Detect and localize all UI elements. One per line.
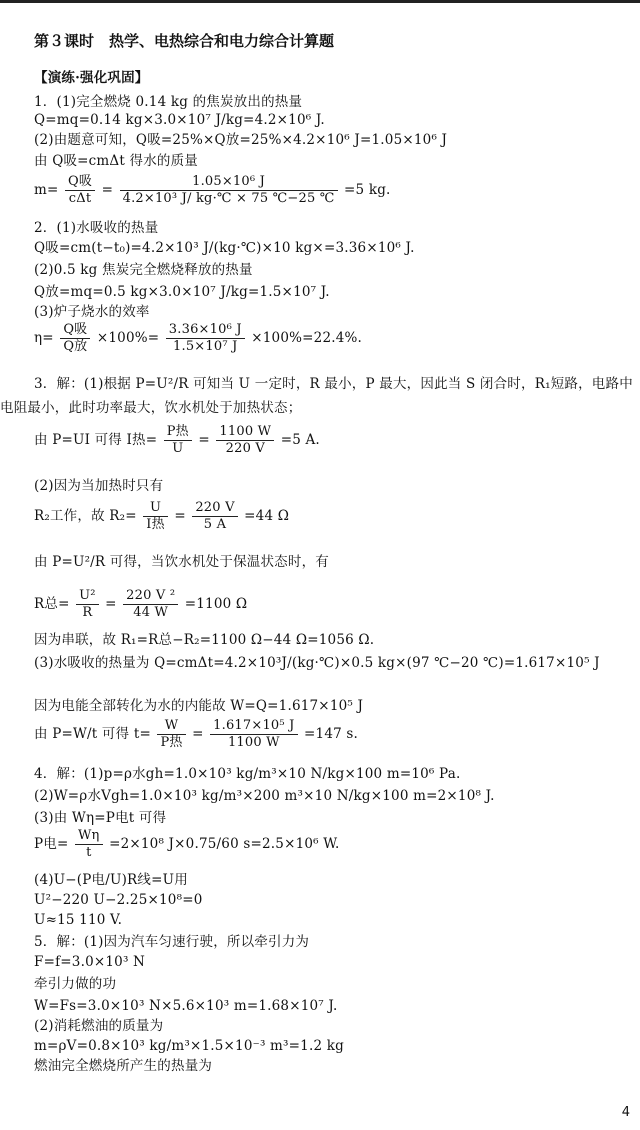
line-30: F=f=3.0×10³ N: [34, 954, 146, 970]
fraction: [210, 718, 297, 751]
denominator: 1.5×10⁷ J: [173, 339, 238, 354]
line-6: 2．(1)水吸收的热量: [34, 220, 159, 236]
line-35: 燃油完全燃烧所产生的热量为: [34, 1058, 213, 1074]
fraction: [166, 322, 245, 355]
line-19: (3)水吸收的热量为 Q=cmΔt=4.2×10³J/(kg·℃)×0.5 kg×(97 ℃−20 ℃)=1.617×10⁵ J: [34, 655, 600, 671]
page-number: 4: [621, 1105, 630, 1120]
line-28: U≈15 110 V.: [34, 912, 123, 928]
fraction: [123, 588, 178, 621]
equation-rtotal: [34, 588, 632, 621]
denominator: I热: [146, 517, 165, 532]
numerator: 220 V: [192, 500, 237, 517]
fraction: [76, 588, 99, 621]
denominator: 44 W: [133, 605, 169, 620]
equation-efficiency: [34, 322, 632, 355]
fraction: [164, 424, 192, 457]
section-heading: 【演练·强化巩固】: [34, 70, 149, 86]
denominator: U: [172, 441, 184, 456]
denominator: cΔt: [68, 191, 92, 206]
line-8: (2)0.5 kg 焦炭完全燃烧释放的热量: [34, 262, 253, 278]
eq-mass-lhs: m=: [34, 182, 59, 198]
denominator: 1100 W: [227, 735, 280, 750]
denominator: P热: [160, 735, 183, 750]
numerator: 3.36×10⁶ J: [166, 322, 245, 339]
numerator: U: [143, 500, 168, 517]
fraction: [192, 500, 237, 533]
equals: =: [192, 726, 204, 742]
fraction: [216, 424, 274, 457]
line-20: 因为电能全部转化为水的内能故 W=Q=1.617×10⁵ J: [34, 698, 364, 714]
eq-eff-result: ×100%=22.4%.: [251, 330, 363, 346]
fraction: [157, 718, 185, 751]
fraction: [60, 322, 90, 355]
numerator: Wη: [75, 828, 103, 845]
numerator: P热: [164, 424, 192, 441]
line-23: (2)W=ρ水Vgh=1.0×10³ kg/m³×200 m³×10 N/kg×100 m=2×10⁸ J.: [34, 788, 495, 804]
line-7: Q吸=cm(t−t₀)=4.2×10³ J/(kg·℃)×10 kg×=3.36×10⁶ J.: [34, 240, 415, 256]
numerator: 1100 W: [216, 424, 274, 441]
line-32: W=Fs=3.0×10³ N×5.6×10³ m=1.68×10⁷ J.: [34, 998, 338, 1014]
denominator: 4.2×10³ J/ kg·℃ × 75 ℃−25 ℃: [122, 191, 335, 206]
equals: =: [198, 432, 210, 448]
numerator: Q吸: [65, 174, 95, 191]
denominator: R: [82, 605, 93, 620]
line-2: Q=mq=0.14 kg×3.0×10⁷ J/kg=4.2×10⁶ J.: [34, 112, 325, 128]
denominator: 5 A: [203, 517, 227, 532]
eq-power-result: =2×10⁸ J×0.75/60 s=2.5×10⁶ W.: [109, 836, 340, 852]
denominator: 220 V: [225, 441, 265, 456]
line-14: (2)因为当加热时只有: [34, 478, 164, 494]
eq-current-lhs: 由 P=UI 可得 I热=: [34, 432, 158, 448]
line-3: (2)由题意可知，Q吸=25%×Q放=25%×4.2×10⁶ J=1.05×10⁶ J: [34, 132, 448, 148]
line-4: 由 Q吸=cmΔt 得水的质量: [34, 153, 198, 169]
equation-current: [34, 424, 632, 457]
equation-r2: [34, 500, 632, 533]
fraction: [120, 174, 338, 207]
fraction: [75, 828, 103, 861]
line-1: 1．(1)完全燃烧 0.14 kg 的焦炭放出的热量: [34, 94, 303, 110]
eq-power-lhs: P电=: [34, 836, 69, 852]
denominator: Q放: [63, 339, 88, 354]
line-16: 由 P=U²/R 可得，当饮水机处于保温状态时，有: [34, 554, 329, 570]
denominator: t: [86, 845, 92, 860]
equals: =: [105, 596, 117, 612]
line-22: 4．解：(1)p=ρ水gh=1.0×10³ kg/m³×10 N/kg×100 m=10⁶ Pa.: [34, 766, 461, 782]
eq-r2-result: =44 Ω: [244, 508, 290, 524]
fraction: [143, 500, 168, 533]
lesson-title: 第３课时 热学、电热综合和电力综合计算题: [34, 32, 335, 50]
equation-time: [34, 718, 632, 751]
numerator: 1.05×10⁶ J: [120, 174, 338, 191]
eq-current-result: =5 A.: [280, 432, 320, 448]
eq-time-lhs: 由 P=W/t 可得 t=: [34, 726, 151, 742]
eq-eff-middle: ×100%=: [96, 330, 160, 346]
equation-power: [34, 828, 632, 861]
numerator: W: [157, 718, 185, 735]
equation-mass: [34, 174, 632, 207]
equals: =: [101, 182, 114, 198]
line-27: U²−220 U−2.25×10⁸=0: [34, 892, 203, 908]
eq-r2-lhs: R₂工作，故 R₂=: [34, 508, 137, 524]
fraction: [65, 174, 95, 207]
line-9: Q放=mq=0.5 kg×3.0×10⁷ J/kg=1.5×10⁷ J.: [34, 284, 330, 300]
line-10: (3)炉子烧水的效率: [34, 304, 150, 320]
numerator: 220 V ²: [123, 588, 178, 605]
line-34: m=ρV=0.8×10³ kg/m³×1.5×10⁻³ m³=1.2 kg: [34, 1038, 344, 1054]
numerator: 1.617×10⁵ J: [210, 718, 297, 735]
equals: =: [174, 508, 186, 524]
line-26: (4)U−(P电/U)R线=U用: [34, 872, 188, 888]
eq-time-result: =147 s.: [304, 726, 359, 742]
numerator: Q吸: [60, 322, 90, 339]
line-24: (3)由 Wη=P电t 可得: [34, 810, 167, 826]
eq-mass-result: =5 kg.: [344, 182, 391, 198]
line-29: 5．解：(1)因为汽车匀速行驶，所以牵引力为: [34, 934, 310, 950]
line-33: (2)消耗燃油的质量为: [34, 1018, 164, 1034]
eq-rtotal-result: =1100 Ω: [184, 596, 248, 612]
line-31: 牵引力做的功: [34, 976, 117, 992]
line-12: 3．解：(1)根据 P=U²/R 可知当 U 一定时，R 最小，P 最大，因此当 S 闭合时，R₁短路，电路中电阻最小，此时功率最大，饮水机处于加热状态；: [0, 376, 633, 416]
eq-rtotal-lhs: R总=: [34, 596, 70, 612]
numerator: U²: [76, 588, 99, 605]
line-18: 因为串联，故 R₁=R总−R₂=1100 Ω−44 Ω=1056 Ω.: [34, 632, 375, 648]
eq-eff-lhs: η=: [34, 330, 54, 346]
